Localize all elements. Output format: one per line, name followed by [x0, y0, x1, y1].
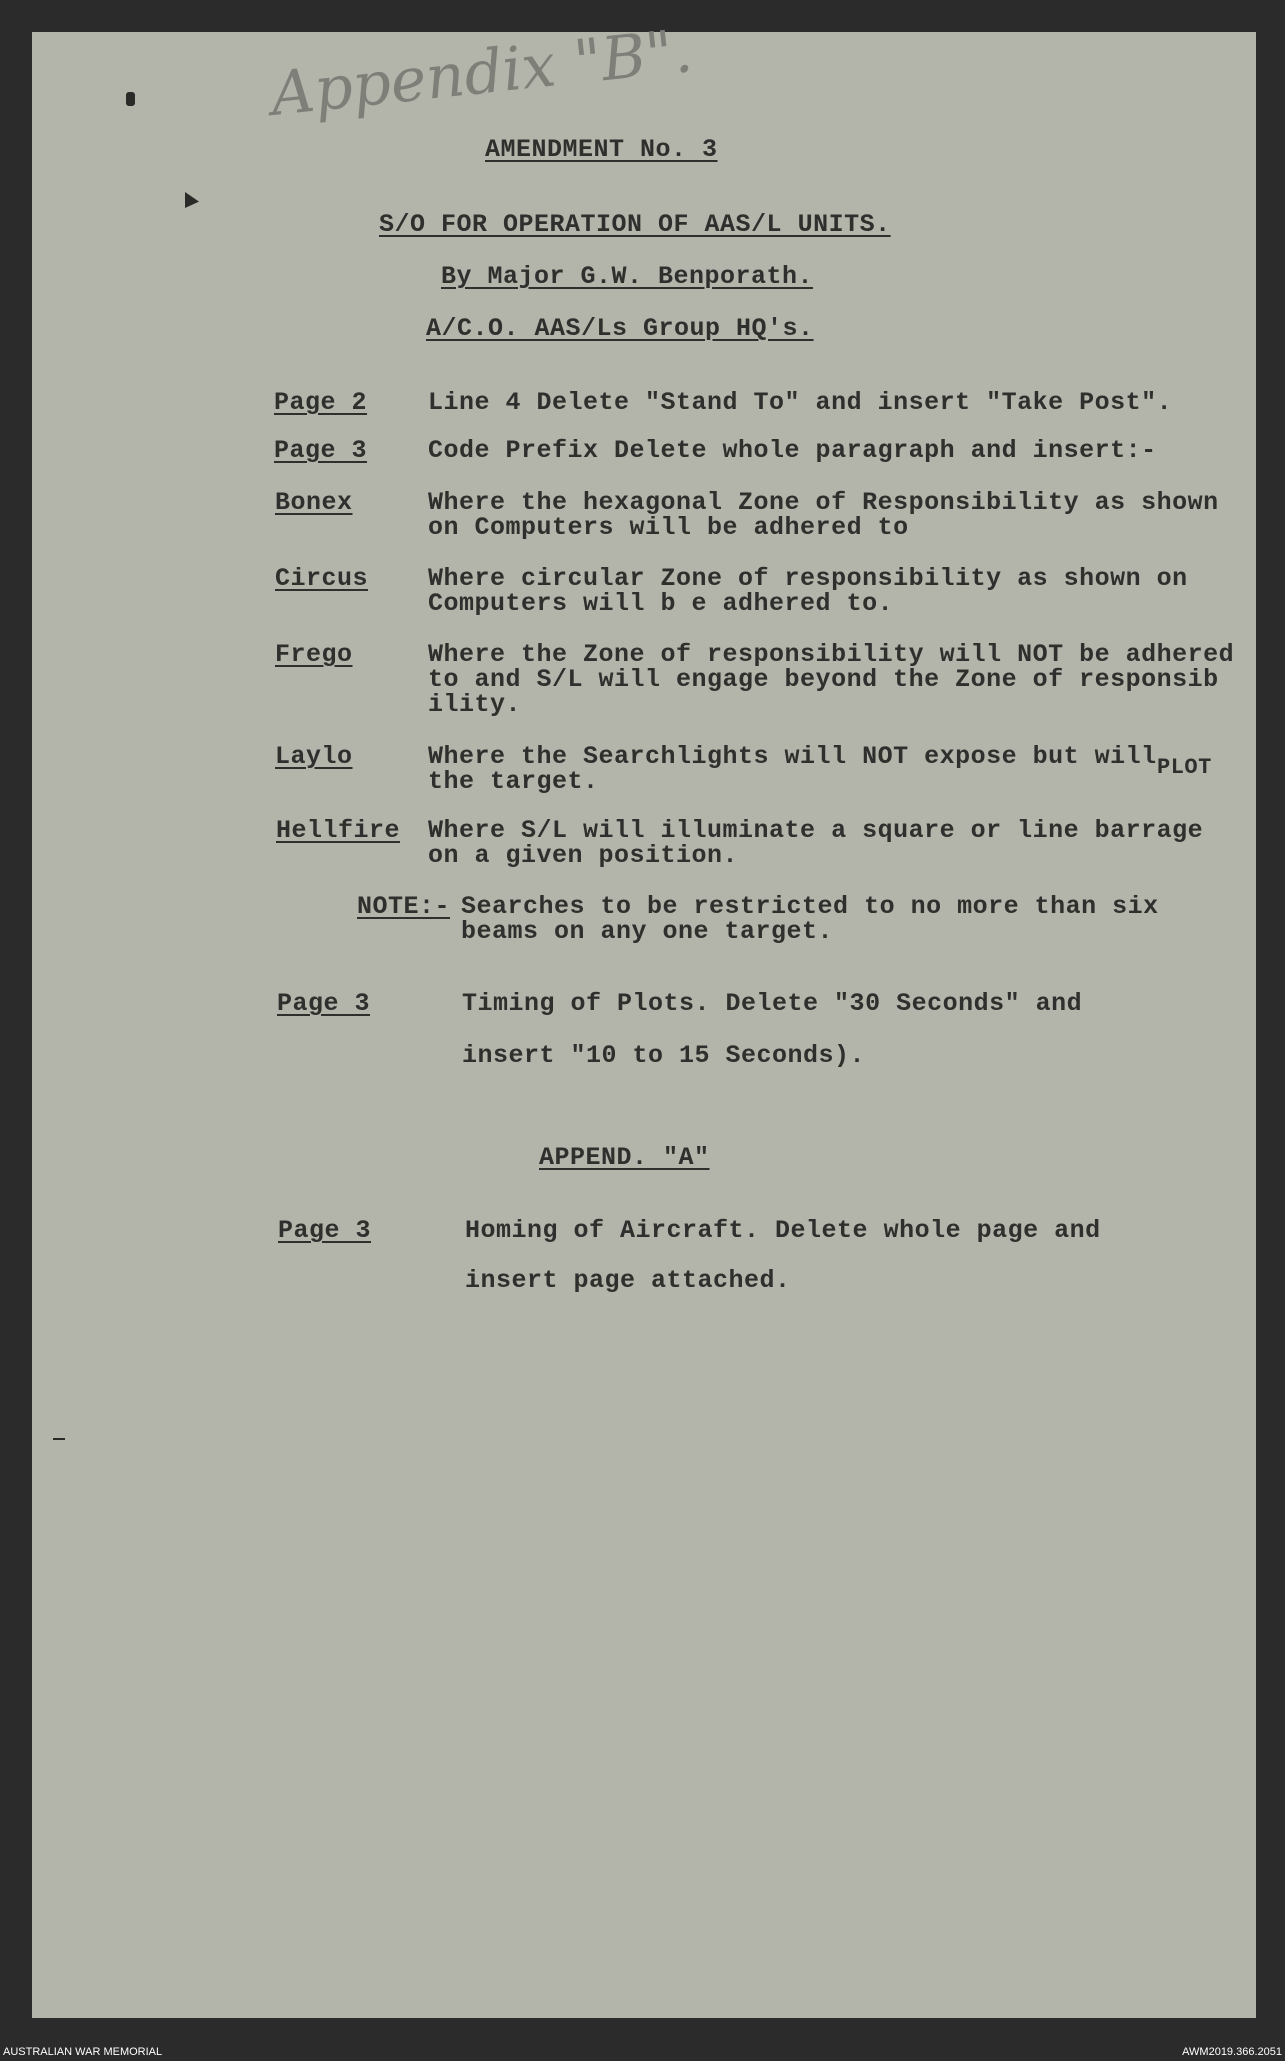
margin-note: PLOT — [1157, 755, 1212, 780]
author-line: By Major G.W. Benporath. — [441, 262, 814, 291]
homing-text: insert page attached. — [465, 1266, 791, 1295]
entry-text: on Computers will be adhered to — [428, 513, 909, 542]
entry-text: Where the hexagonal Zone of Responsibility as shown — [428, 488, 1219, 517]
homing-text: Homing of Aircraft. Delete whole page and — [465, 1216, 1101, 1245]
timing-label: Page 3 — [277, 989, 371, 1018]
entry-label: Page 3 — [274, 436, 368, 465]
paper-mark — [53, 1438, 65, 1440]
note-text: Searches to be restricted to no more than six — [461, 892, 1159, 921]
entry-label: Laylo — [275, 742, 353, 771]
entry-text: Where circular Zone of responsibility as shown on — [428, 564, 1188, 593]
handwritten-appendix-note: Appendix "B". — [267, 16, 696, 130]
entry-text: ility. — [428, 690, 522, 719]
timing-text: Timing of Plots. Delete "30 Seconds" and — [462, 989, 1083, 1018]
entry-text: Line 4 Delete "Stand To" and insert "Take Post". — [428, 388, 1173, 417]
entry-text: the target. — [428, 767, 599, 796]
subject-title: S/O FOR OPERATION OF AAS/L UNITS. — [379, 210, 891, 239]
note-text: beams on any one target. — [461, 917, 834, 946]
footer-source: AUSTRALIAN WAR MEMORIAL — [3, 2046, 163, 2058]
position-line: A/C.O. AAS/Ls Group HQ's. — [426, 314, 814, 343]
entry-text: Where the Searchlights will NOT expose but will — [428, 742, 1157, 771]
entry-label: Page 2 — [274, 388, 368, 417]
entry-label: Circus — [275, 564, 369, 593]
entry-label: Bonex — [275, 488, 353, 517]
entry-text: Computers will b e adhered to. — [428, 589, 894, 618]
entry-text: Where S/L will illuminate a square or line barrage — [428, 816, 1204, 845]
homing-label: Page 3 — [278, 1216, 372, 1245]
entry-label: Frego — [275, 640, 353, 669]
entry-text: on a given position. — [428, 841, 739, 870]
paper-mark — [126, 92, 135, 106]
append-heading: APPEND. "A" — [539, 1143, 710, 1172]
note-label: NOTE:- — [357, 892, 451, 921]
entry-text: Code Prefix Delete whole paragraph and insert:- — [428, 436, 1157, 465]
entry-label: Hellfire — [276, 816, 401, 845]
footer-accession: AWM2019.366.2051 — [1182, 2046, 1282, 2058]
entry-text: Where the Zone of responsibility will NOT be adhered — [428, 640, 1235, 669]
amendment-title: AMENDMENT No. 3 — [485, 135, 718, 164]
entry-text: to and S/L will engage beyond the Zone of responsib — [428, 665, 1219, 694]
timing-text: insert "10 to 15 Seconds). — [462, 1041, 866, 1070]
